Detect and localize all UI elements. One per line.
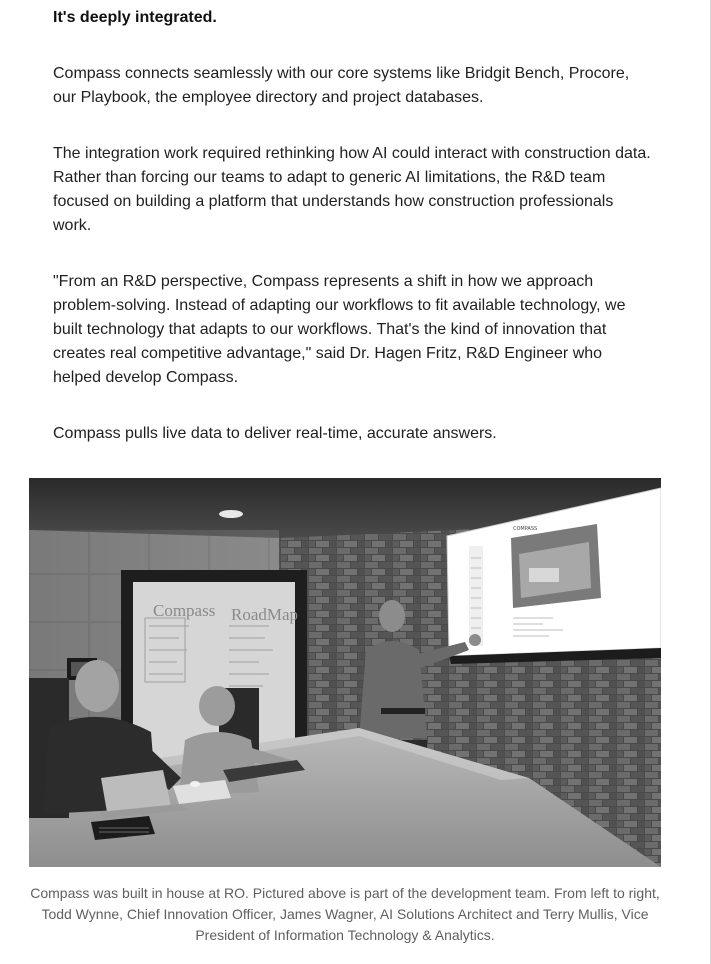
- screen-title: COMPASS: [513, 526, 538, 532]
- paragraph-live-data: Compass pulls live data to deliver real-time, accurate answers.: [53, 425, 497, 442]
- photo-caption: Compass was built in house at RO. Pictured above is part of the development team. From left to right, Todd Wynne, Chief Innovation Officer, James Wagner, AI Solutions Architect and Terry Mullis, Vice President of Information Technology & Analytics.: [30, 885, 660, 943]
- whiteboard-text-compass: Compass: [153, 601, 216, 620]
- team-photo: [29, 478, 661, 867]
- paragraph-quote: "From an R&D perspective, Compass represents a shift in how we approach problem-solving. Instead of adapting our workflows to fit available technology, we built technology that adapts to our workflows. That's the kind of innovation that creates real competitive advantage," said Dr. Hagen Fritz, R&D Engineer who helped develop Compass.: [53, 273, 626, 386]
- paragraph-integrations: Compass connects seamlessly with our core systems like Bridgit Bench, Procore, our Playbook, the employee directory and project databases.: [53, 65, 630, 106]
- paragraph-integration-work: The integration work required rethinking how AI could interact with construction data. Rather than forcing our teams to adapt to generic AI limitations, the R&D team focused on building a platform that understands how construction professionals work.: [53, 145, 651, 234]
- section-heading: It's deeply integrated.: [53, 9, 217, 26]
- whiteboard-text-roadmap: RoadMap: [231, 605, 299, 624]
